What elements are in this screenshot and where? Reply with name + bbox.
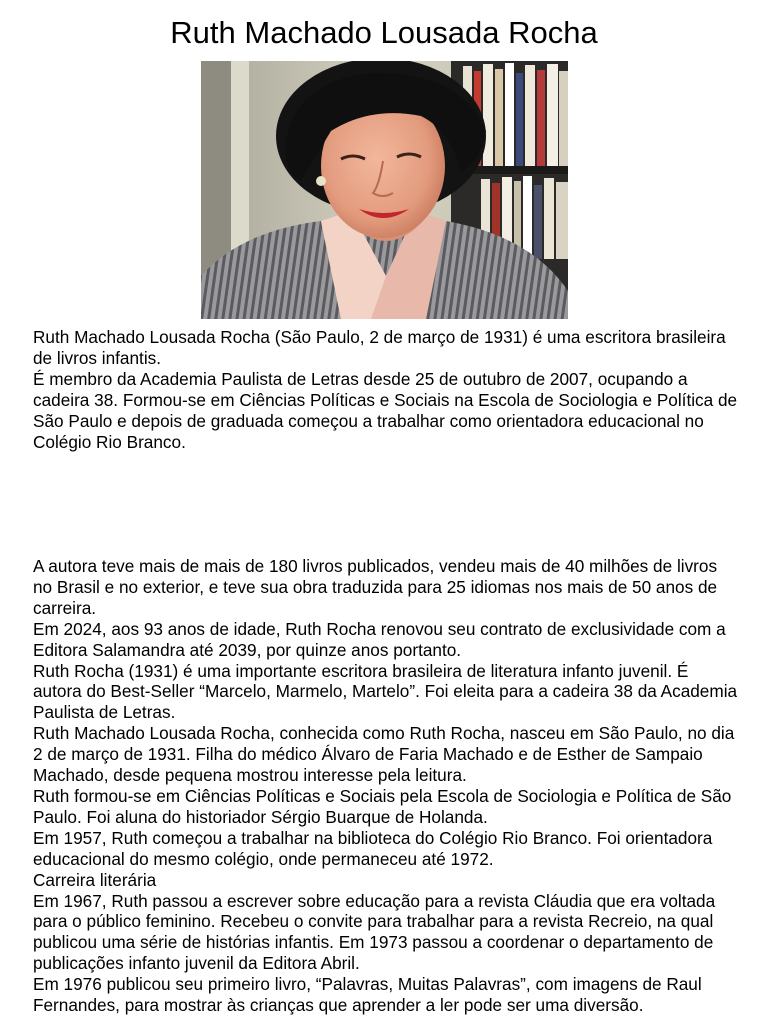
page-title: Ruth Machado Lousada Rocha: [170, 15, 598, 50]
body-paragraph: Em 2024, aos 93 anos de idade, Ruth Rocha renovou seu contrato de exclusividade com a Editora Salamandra até 2039, por quinze anos portanto.: [33, 618, 726, 660]
body-paragraph: Ruth Rocha (1931) é uma importante escritora brasileira de literatura infanto juvenil. É autora do Best-Seller “Marcelo, Marmelo, Martelo”. Foi eleita para a cadeira 38 da Academia Paulista de Letras.: [33, 660, 738, 723]
body-paragraph: Ruth Machado Lousada Rocha, conhecida como Ruth Rocha, nasceu em São Paulo, no dia 2 de março de 1931. Filha do médico Álvaro de Faria Machado e de Esther de Sampaio Machado, desde pequena mostrou interesse pela leitura.: [33, 723, 735, 786]
portrait-photo: [201, 61, 568, 319]
body-paragraph: Ruth formou-se em Ciências Políticas e Sociais pela Escola de Sociologia e Política de São Paulo. Foi aluna do historiador Sérgio Buarque de Holanda.: [33, 785, 732, 827]
body-paragraph: Em 1957, Ruth começou a trabalhar na biblioteca do Colégio Rio Branco. Foi orientadora educacional do mesmo colégio, onde permaneceu até 1972.: [33, 827, 713, 869]
section-heading: Carreira literária: [33, 869, 157, 890]
author-portrait: [201, 61, 568, 319]
body-paragraph: Em 1967, Ruth passou a escrever sobre educação para a revista Cláudia que era voltada para o público feminino. Recebeu o convite para trabalhar para a revista Recreio, na qual publicou uma série de histórias infantis. Em 1973 passou a coordenar o departamento de publicações infanto juvenil da Editora Abril.: [33, 890, 716, 974]
intro-paragraph: Ruth Machado Lousada Rocha (São Paulo, 2 de março de 1931) é uma escritora brasileira de livros infantis.: [33, 327, 726, 368]
intro-paragraph: É membro da Academia Paulista de Letras desde 25 de outubro de 2007, ocupando a cadeira 38. Formou-se em Ciências Políticas e Sociais na Escola de Sociologia e Política de São Paulo e depois de graduada começou a trabalhar como orientadora educacional no Colégio Rio Branco.: [33, 368, 738, 452]
biography-section: [33, 556, 739, 1016]
body-paragraph: Em 1976 publicou seu primeiro livro, “Palavras, Muitas Palavras”, com imagens de Raul Fernandes, para mostrar às crianças que aprender a ler pode ser uma diversão.: [33, 974, 702, 1016]
intro-section: [33, 327, 739, 452]
body-paragraph: A autora teve mais de mais de 180 livros publicados, vendeu mais de 40 milhões de livros no Brasil e no exterior, e teve sua obra traduzida para 25 idiomas nos mais de 50 anos de carreira.: [33, 556, 718, 618]
